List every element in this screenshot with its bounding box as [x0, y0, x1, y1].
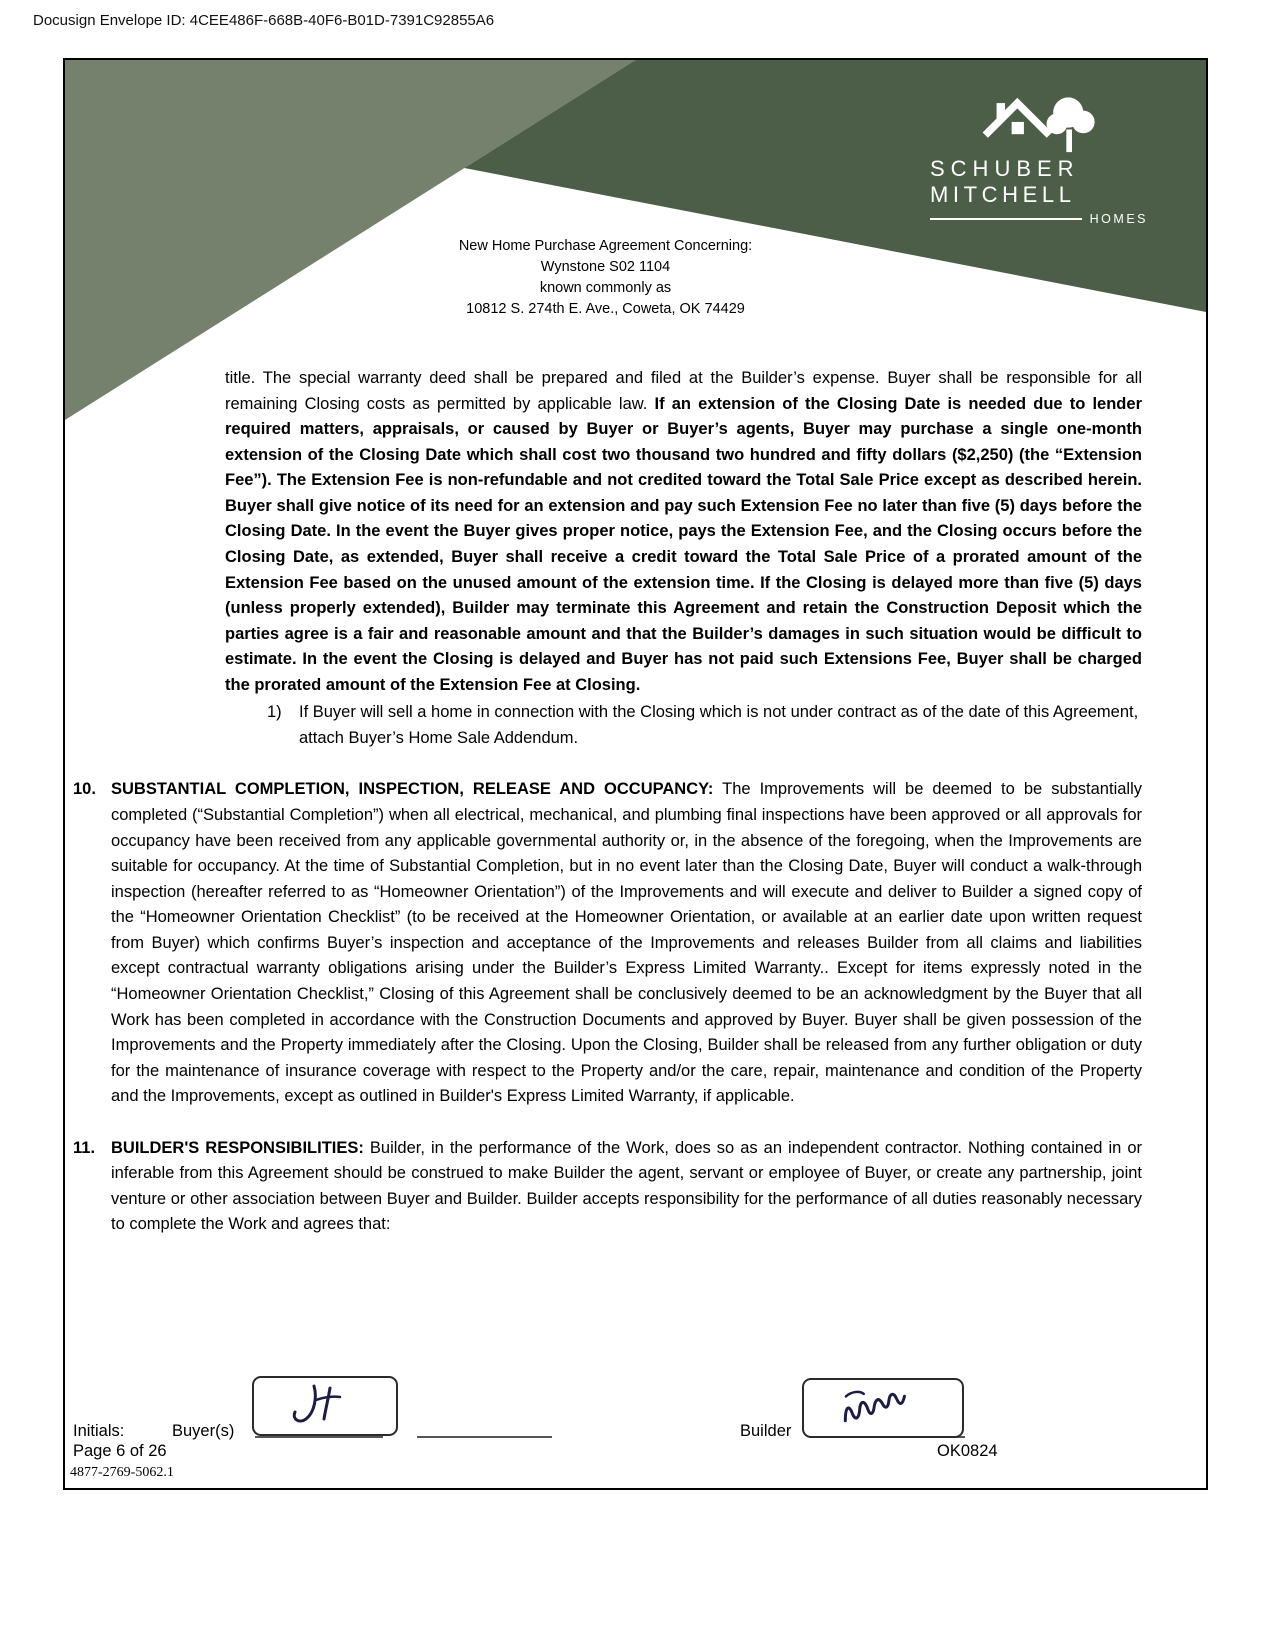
agreement-lot-line: Wynstone S02 1104: [540, 259, 671, 275]
builder-logo: [930, 88, 1148, 226]
logo-divider: [930, 218, 1082, 220]
house-tree-logo-icon: [975, 88, 1103, 154]
form-code: OK0824: [937, 1442, 998, 1460]
section-10-heading: SUBSTANTIAL COMPLETION, INSPECTION, RELEASE AND OCCUPANCY:: [111, 780, 714, 799]
section-11-number: 11.: [73, 1138, 96, 1157]
list-item-marker: 1): [267, 703, 282, 722]
agreement-concerning-line: New Home Purchase Agreement Concerning:: [458, 238, 753, 254]
section-10-substantial-completion: [73, 777, 1142, 1109]
contract-body: [65, 366, 1206, 1238]
header-artwork: [65, 60, 1206, 362]
list-item-text: If Buyer will sell a home in connection with the Closing which is not under contract as of the date of this Agreement, attach Buyer’s Home Sale Addendum.: [299, 703, 1139, 747]
logo-text-schuber: SCHUBER: [930, 156, 1080, 181]
logo-text-homes: HOMES: [1089, 212, 1148, 226]
logo-text-mitchell: MITCHELL: [930, 182, 1076, 207]
agreement-address-line: 10812 S. 274th E. Ave., Coweta, OK 74429: [466, 301, 745, 317]
initials-label: Initials:: [73, 1422, 125, 1440]
closing-extension-bold-text: If an extension of the Closing Date is needed due to lender required matters, appraisals, or caused by Buyer or Buyer’s agents, Buyer may purchase a single one-month extension of the Closing Date which shall cost two thousand two hundred and fifty dollars ($2,250) (the “Extension Fee”). The Extension Fee is non-refundable and not credited toward the Total Sale Price except as described herein. Buyer shall give notice of its need for an extension and pay such Extension Fee no later than five (5) days before the Closing Date. In the event the Buyer gives proper notice, pays the Extension Fee, and the Closing occurs before the Closing Date, as extended, Buyer shall receive a credit toward the Total Sale Price of a prorated amount of the Extension Fee based on the unused amount of the extension time. If the Closing is delayed more than five (5) days (unless properly extended), Builder may terminate this Agreement and retain the Construction Deposit which the parties agree is a fair and reasonable amount and that the Builder’s damages in such situation would be difficult to estimate. In the event the Closing is delayed and Buyer has not paid such Extensions Fee, Buyer shall be charged the prorated amount of the Extension Fee at Closing.: [225, 394, 1142, 694]
builder-initials-ink: [804, 1380, 958, 1432]
section-10-body: [111, 777, 1142, 1109]
document-reference-number: 4877-2769-5062.1: [70, 1465, 174, 1480]
buyer2-signature-line[interactable]: [417, 1436, 552, 1438]
closing-extension-normal-text: title. The special warranty deed shall be prepared and filed at the Builder’s expense. Buyer shall be responsible for all remaining Closing costs as permitted by applicable law.: [225, 369, 1142, 413]
docusign-envelope-id: Docusign Envelope ID: 4CEE486F-668B-40F6-B01D-7391C92855A6: [33, 12, 495, 29]
home-sale-addendum-list-item: [267, 700, 1142, 751]
builder-initials-field[interactable]: [802, 1378, 964, 1438]
section-11-heading: BUILDER'S RESPONSIBILITIES:: [111, 1138, 364, 1157]
section-11-text: Builder, in the performance of the Work, does so as an independent contractor. Nothing contained in or inferable from this Agreement should be construed to make Builder the agent, servant or employee of Buyer, or create any partnership, joint venture or other association between Buyer and Builder. Builder accepts responsibility for the performance of all duties reasonably necessary to complete the Work and agrees that:: [111, 1138, 1142, 1234]
builder-label: Builder: [740, 1422, 792, 1440]
buyers-label: Buyer(s): [172, 1422, 235, 1440]
agreement-header-block: [459, 236, 752, 320]
document-page: [63, 58, 1208, 1490]
closing-extension-paragraph: [225, 366, 1142, 698]
section-10-number: 10.: [73, 780, 96, 799]
page-number: Page 6 of 26: [73, 1442, 167, 1460]
agreement-known-as-line: known commonly as: [539, 280, 672, 296]
section-11-body: [111, 1136, 1142, 1238]
section-11-builders-responsibilities: [73, 1136, 1142, 1238]
buyer-initials-field[interactable]: [252, 1376, 398, 1436]
section-10-text: The Improvements will be deemed to be substantially completed (“Substantial Completion”) when all electrical, mechanical, and plumbing final inspections have been approved or all approvals for occupancy have been received from any applicable governmental authority or, in the absence of the foregoing, when the Improvements are suitable for occupancy. At the time of Substantial Completion, but in no event later than the Closing Date, Buyer will conduct a walk-through inspection (hereafter referred to as “Homeowner Orientation”) of the Improvements and will execute and deliver to Builder a signed copy of the “Homeowner Orientation Checklist” (to be received at the Homeowner Orientation, or available at an earlier date upon written request from Buyer) which confirms Buyer’s inspection and acceptance of the Improvements and releases Builder from all claims and liabilities except contractual warranty obligations arising under the Builder’s Express Limited Warranty.. Except for items expressly noted in the “Homeowner Orientation Checklist,” Closing of this Agreement shall be conclusively deemed to be an acknowledgment by the Buyer that all Work has been completed in accordance with the Construction Documents and approved by Buyer. Buyer shall be given possession of the Improvements and the Property immediately after the Closing. Upon the Closing, Builder shall be released from any further obligation or duty for the maintenance of insurance coverage with respect to the Property and/or the care, repair, maintenance and condition of the Property and the Improvements, except as outlined in Builder's Express Limited Warranty, if applicable.: [111, 780, 1142, 1106]
buyer-initials-ink: [254, 1378, 392, 1430]
buyer1-signature-line[interactable]: [255, 1436, 383, 1438]
